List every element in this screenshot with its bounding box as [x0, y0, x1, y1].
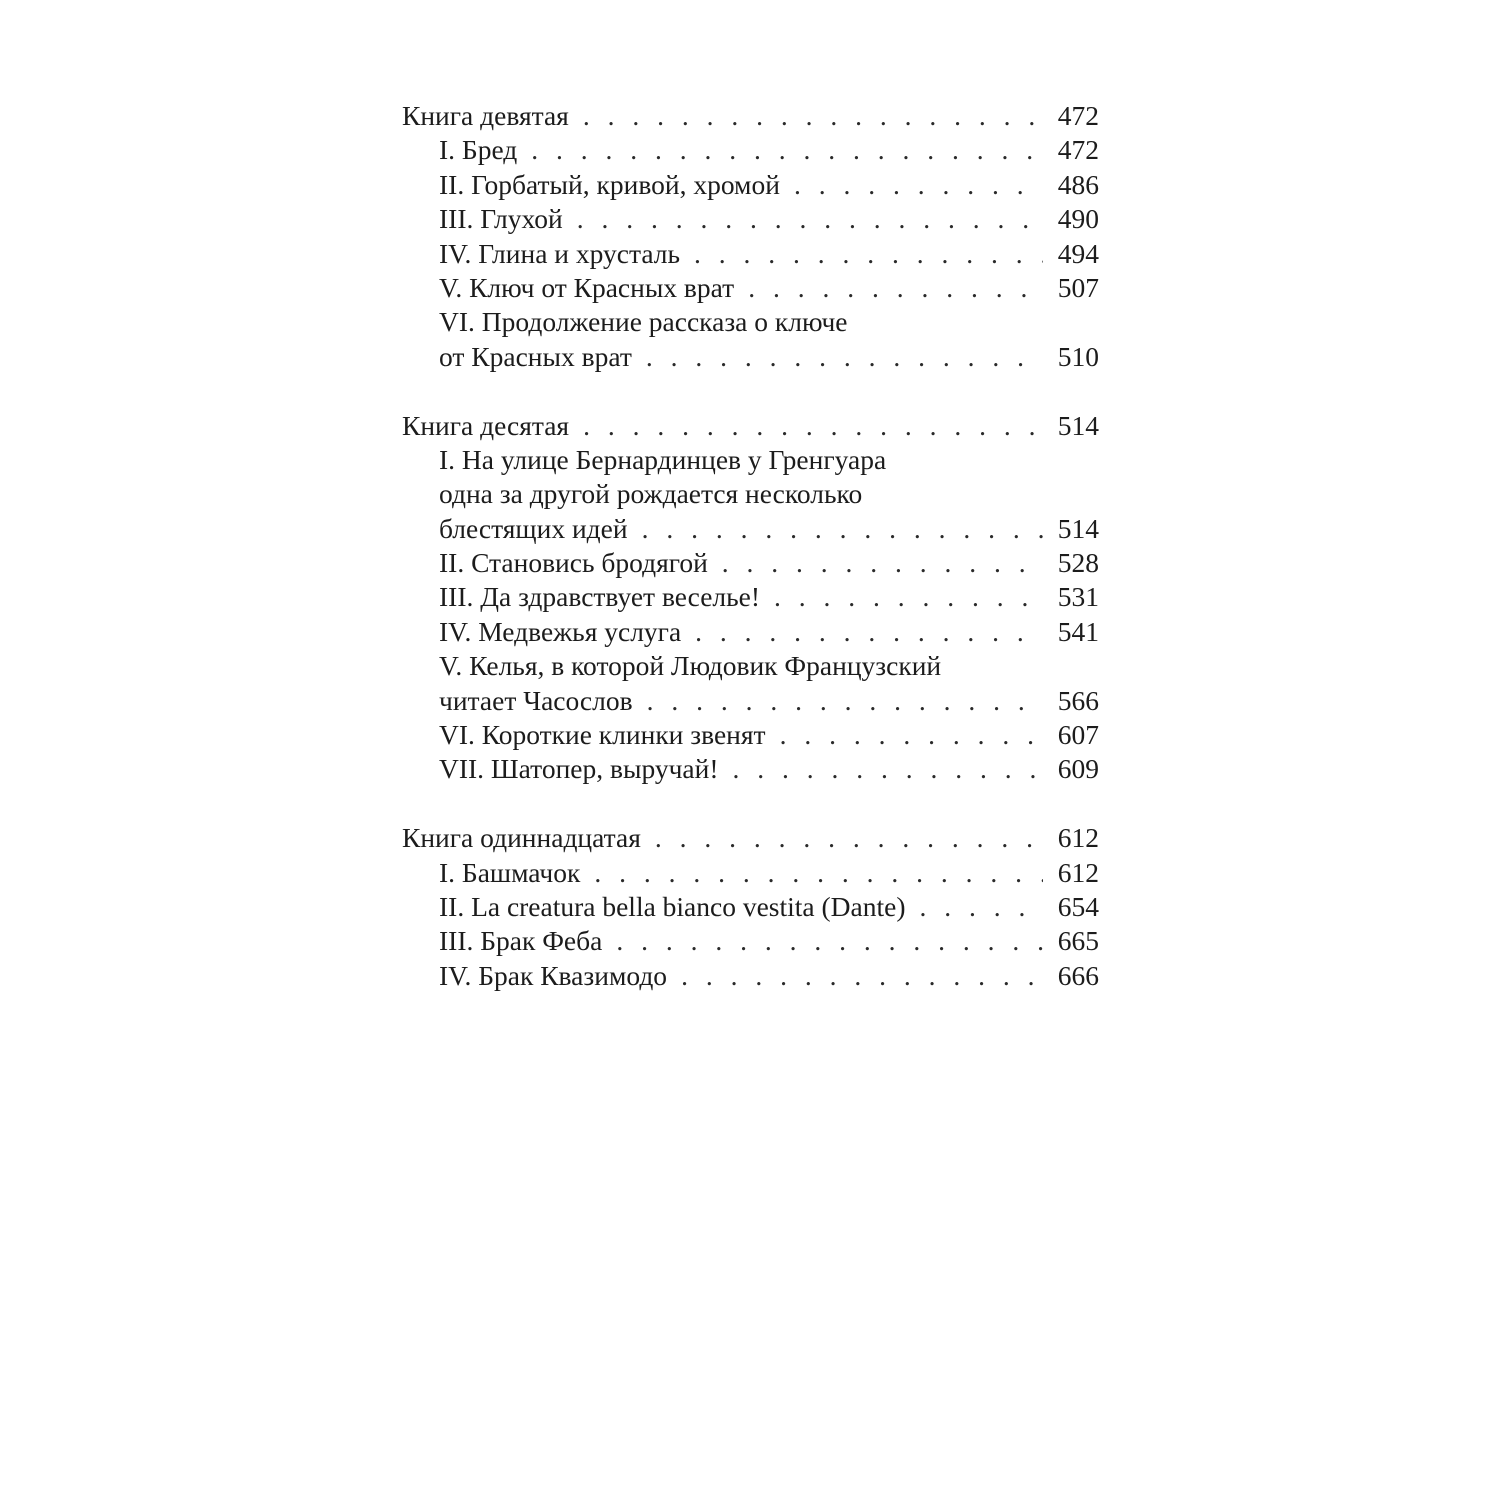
page-number: 609 [1057, 753, 1099, 785]
chapter-title: I. На улице Бернардинцев у Гренгуара [439, 443, 887, 475]
dot-leader [722, 546, 1043, 580]
toc-chapter-entry[interactable] [402, 237, 1099, 271]
toc-section-book-eleven [402, 821, 1099, 993]
chapter-title: IV. Брак Квазимодо [439, 959, 668, 991]
toc-chapter-entry[interactable] [402, 924, 1099, 958]
chapter-title: IV. Медвежья услуга [439, 615, 682, 647]
page-number: 612 [1057, 856, 1099, 888]
toc-book-heading[interactable] [402, 821, 1099, 855]
toc-chapter-entry[interactable] [402, 718, 1099, 752]
toc-chapter-entry[interactable] [402, 615, 1099, 649]
toc-chapter-entry[interactable] [402, 752, 1099, 786]
toc-book-heading[interactable] [402, 99, 1099, 133]
toc-chapter-entry-last-line[interactable] [402, 340, 1099, 374]
chapter-title: II. Становись бродягой [439, 547, 708, 579]
page-number: 666 [1057, 959, 1099, 991]
toc-chapter-entry[interactable] [402, 168, 1099, 202]
book-title: Книга десятая [402, 409, 570, 441]
chapter-title: III. Брак Феба [439, 925, 603, 957]
dot-leader [748, 271, 1043, 305]
toc-chapter-entry[interactable] [402, 133, 1099, 167]
dot-leader [642, 512, 1043, 546]
chapter-title-continued: одна за другой рождается несколько [439, 478, 863, 510]
chapter-title-continued: от Красных врат [439, 340, 632, 372]
toc-chapter-entry-last-line[interactable] [402, 684, 1099, 718]
chapter-title: III. Да здравствует веселье! [439, 581, 761, 613]
dot-leader [780, 718, 1043, 752]
dot-leader [583, 99, 1043, 133]
chapter-title: VII. Шатопер, выручай! [439, 753, 719, 785]
dot-leader [647, 684, 1043, 718]
toc-chapter-entry-last-line[interactable] [402, 512, 1099, 546]
dot-leader [594, 856, 1043, 890]
dot-leader [577, 202, 1043, 236]
dot-leader [681, 959, 1043, 993]
dot-leader [646, 340, 1043, 374]
toc-chapter-entry-first-line[interactable] [402, 443, 1099, 477]
dot-leader [694, 237, 1043, 271]
table-of-contents [402, 99, 1099, 993]
chapter-title: IV. Глина и хрусталь [439, 237, 681, 269]
chapter-title: V. Ключ от Красных врат [439, 271, 735, 303]
page-number: 665 [1057, 925, 1099, 957]
page-number: 507 [1057, 271, 1099, 303]
toc-chapter-entry-middle-line[interactable] [402, 477, 1099, 511]
chapter-title: VI. Короткие клинки звенят [439, 719, 766, 751]
toc-section-book-nine [402, 99, 1099, 374]
toc-section-book-ten [402, 409, 1099, 787]
dot-leader [919, 890, 1043, 924]
toc-book-heading[interactable] [402, 409, 1099, 443]
chapter-title: V. Келья, в которой Людовик Французский [439, 650, 942, 682]
dot-leader [583, 409, 1043, 443]
page-number: 566 [1057, 684, 1099, 716]
chapter-title: III. Глухой [439, 203, 563, 235]
book-title: Книга девятая [402, 100, 569, 131]
page-number: 472 [1057, 100, 1099, 131]
chapter-title-continued: блестящих идей [439, 512, 628, 544]
toc-chapter-entry[interactable] [402, 856, 1099, 890]
dot-leader [695, 615, 1043, 649]
toc-chapter-entry[interactable] [402, 202, 1099, 236]
dot-leader [531, 133, 1043, 167]
chapter-title: I. Бред [439, 134, 518, 166]
page-number: 486 [1057, 168, 1099, 200]
chapter-title: I. Башмачок [439, 856, 581, 888]
toc-chapter-entry[interactable] [402, 271, 1099, 305]
dot-leader [733, 752, 1044, 786]
dot-leader [655, 821, 1043, 855]
dot-leader [774, 580, 1043, 614]
toc-chapter-entry-first-line[interactable] [402, 305, 1099, 339]
chapter-title: VI. Продолжение рассказа о ключе [439, 306, 848, 338]
page-number: 541 [1057, 615, 1099, 647]
page-number: 494 [1057, 237, 1099, 269]
page-number: 528 [1057, 547, 1099, 579]
page-number: 607 [1057, 719, 1099, 751]
toc-chapter-entry[interactable] [402, 580, 1099, 614]
page-number: 472 [1057, 134, 1099, 166]
page-number: 514 [1057, 512, 1099, 544]
book-title: Книга одиннадцатая [402, 822, 641, 854]
page-number: 531 [1057, 581, 1099, 613]
dot-leader [616, 924, 1043, 958]
page-number: 514 [1057, 409, 1099, 441]
page-number: 490 [1057, 203, 1099, 235]
page-number: 612 [1057, 822, 1099, 854]
toc-chapter-entry[interactable] [402, 959, 1099, 993]
page-number: 654 [1057, 890, 1099, 922]
toc-chapter-entry-first-line[interactable] [402, 649, 1099, 683]
chapter-title-continued: читает Часослов [439, 684, 633, 716]
dot-leader [794, 168, 1043, 202]
toc-chapter-entry[interactable] [402, 546, 1099, 580]
chapter-title: II. Горбатый, кривой, хромой [439, 168, 780, 200]
chapter-title: II. La creatura bella bianco vestita (Dante) [439, 890, 906, 922]
page-number: 510 [1057, 340, 1099, 372]
toc-chapter-entry[interactable] [402, 890, 1099, 924]
